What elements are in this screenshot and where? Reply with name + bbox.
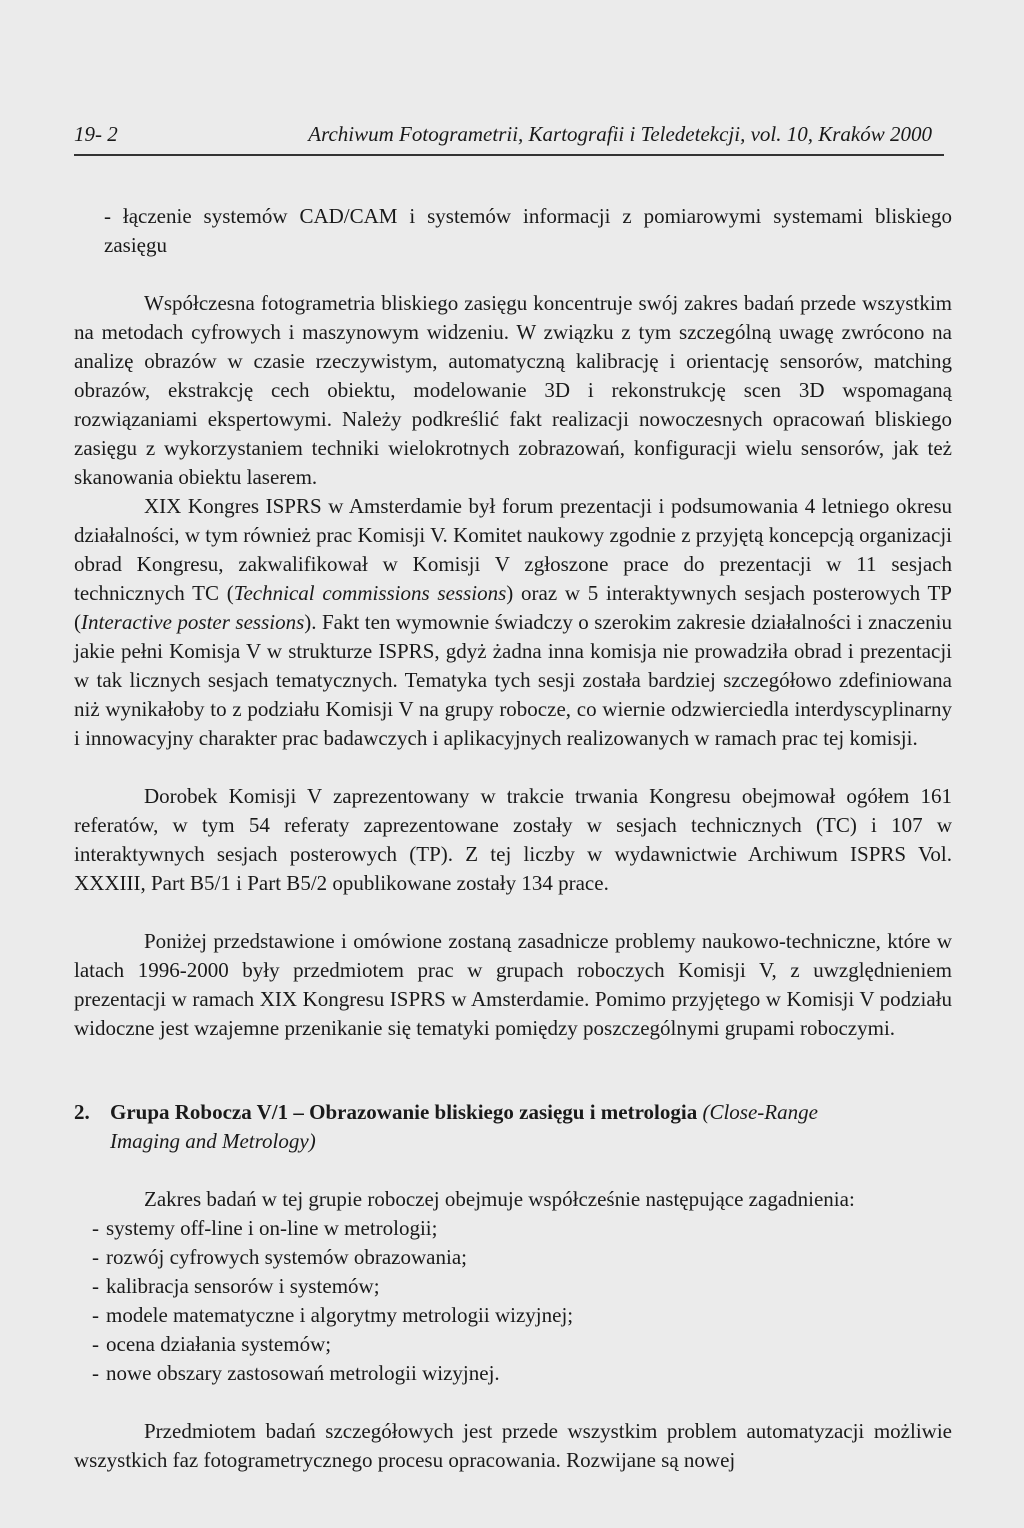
list-item: - kalibracja sensorów i systemów; [74, 1272, 952, 1301]
intro-list-item: - łączenie systemów CAD/CAM i systemów informacji z pomiarowymi systemami bliskiego zasięgu [104, 204, 952, 257]
section-title-english-cont: Imaging and Metrology) [110, 1129, 316, 1153]
paragraph-6: Przedmiotem badań szczegółowych jest przede wszystkim problem automatyzacji możliwie wszystkich faz fotogrametrycznego procesu opracowania. Rozwijane są nowej [74, 1419, 952, 1472]
section-number: 2. [74, 1100, 90, 1124]
running-header [74, 122, 944, 156]
list-item: - nowe obszary zastosowań metrologii wizyjnej. [74, 1359, 952, 1388]
list-item: - systemy off-line i on-line w metrologii; [74, 1214, 952, 1243]
list-item: - ocena działania systemów; [74, 1330, 952, 1359]
body-text [74, 202, 952, 1475]
paragraph-5: Zakres badań w tej grupie roboczej obejmuje współcześnie następujące zagadnienia: [144, 1187, 855, 1211]
paragraph-4: Poniżej przedstawione i omówione zostaną zasadnicze problemy naukowo-techniczne, które w latach 1996-2000 były przedmiotem prac w grupach roboczych Komisji V, z uwzględnieniem prezentacji w ramach XIX Kongresu ISPRS w Amsterdamie. Pomimo przyjętego w Komisji V podziału widoczne jest wzajemne przenikanie się tematyki pomiędzy poszczególnymi grupami roboczymi. [74, 929, 952, 1040]
list-item: - rozwój cyfrowych systemów obrazowania; [74, 1243, 952, 1272]
paragraph-2: XIX Kongres ISPRS w Amsterdamie był forum prezentacji i podsumowania 4 letniego okresu działalności, w tym również prac Komisji V. Komitet naukowy zgodnie z przyjętą koncepcją organizacji obrad Kongresu, zakwalifikował w Komisji V zgłoszone prace do prezentacji w 11 sesjach technicznych TC (Technical commissions sessions) oraz w 5 interaktywnych sesjach posterowych TP (Interactive poster sessions). Fakt ten wymownie świadczy o szerokim zakresie działalności i znaczeniu jakie pełni Komisja V w strukturze ISPRS, gdyż żadna inna komisja nie prowadziła obrad i prezentacji w tak licznych sesjach tematycznych. Tematyka tych sesji została bardziej szczegółowo zdefiniowana niż wynikałoby to z podziału Komisji V na grupy robocze, co wiernie odzwierciedla interdyscyplinarny i innowacyjny charakter prac badawczych i aplikacyjnych realizowanych w ramach prac tej komisji. [74, 494, 953, 750]
topics-list [74, 1214, 952, 1388]
journal-title: Archiwum Fotogrametrii, Kartografii i Teledetekcji, vol. 10, Kraków 2000 [308, 122, 932, 146]
section-title: Grupa Robocza V/1 – Obrazowanie bliskiego zasięgu i metrologia [110, 1100, 698, 1124]
paragraph-1: Współczesna fotogrametria bliskiego zasięgu koncentruje swój zakres badań przede wszystkim na metodach cyfrowych i maszynowym widzeniu. W związku z tym szczególną uwagę zwrócono na analizę obrazów w czasie rzeczywistym, automatyczną kalibrację i orientację sensorów, matching obrazów, ekstrakcję cech obiektu, modelowanie 3D i rekonstrukcję scen 3D wspomaganą rozwiązaniami ekspertowymi. Należy podkreślić fakt realizacji nowoczesnych opracowań bliskiego zasięgu z wykorzystaniem techniki wielokrotnych zobrazowań, konfiguracji wielu sensorów, jak też skanowania obiektu laserem. [74, 291, 952, 489]
paragraph-3: Dorobek Komisji V zaprezentowany w trakcie trwania Kongresu obejmował ogółem 161 referatów, w tym 54 referaty zaprezentowane zostały w sesjach technicznych (TC) i 107 w interaktywnych sesjach posterowych (TP). Z tej liczby w wydawnictwie Archiwum ISPRS Vol. XXXIII, Part B5/1 i Part B5/2 opublikowane zostały 134 prace. [74, 784, 952, 895]
list-item: - modele matematyczne i algorytmy metrologii wizyjnej; [74, 1301, 952, 1330]
section-heading [74, 1098, 952, 1156]
section-title-english: (Close-Range [702, 1100, 818, 1124]
page-number: 19- 2 [74, 122, 118, 146]
